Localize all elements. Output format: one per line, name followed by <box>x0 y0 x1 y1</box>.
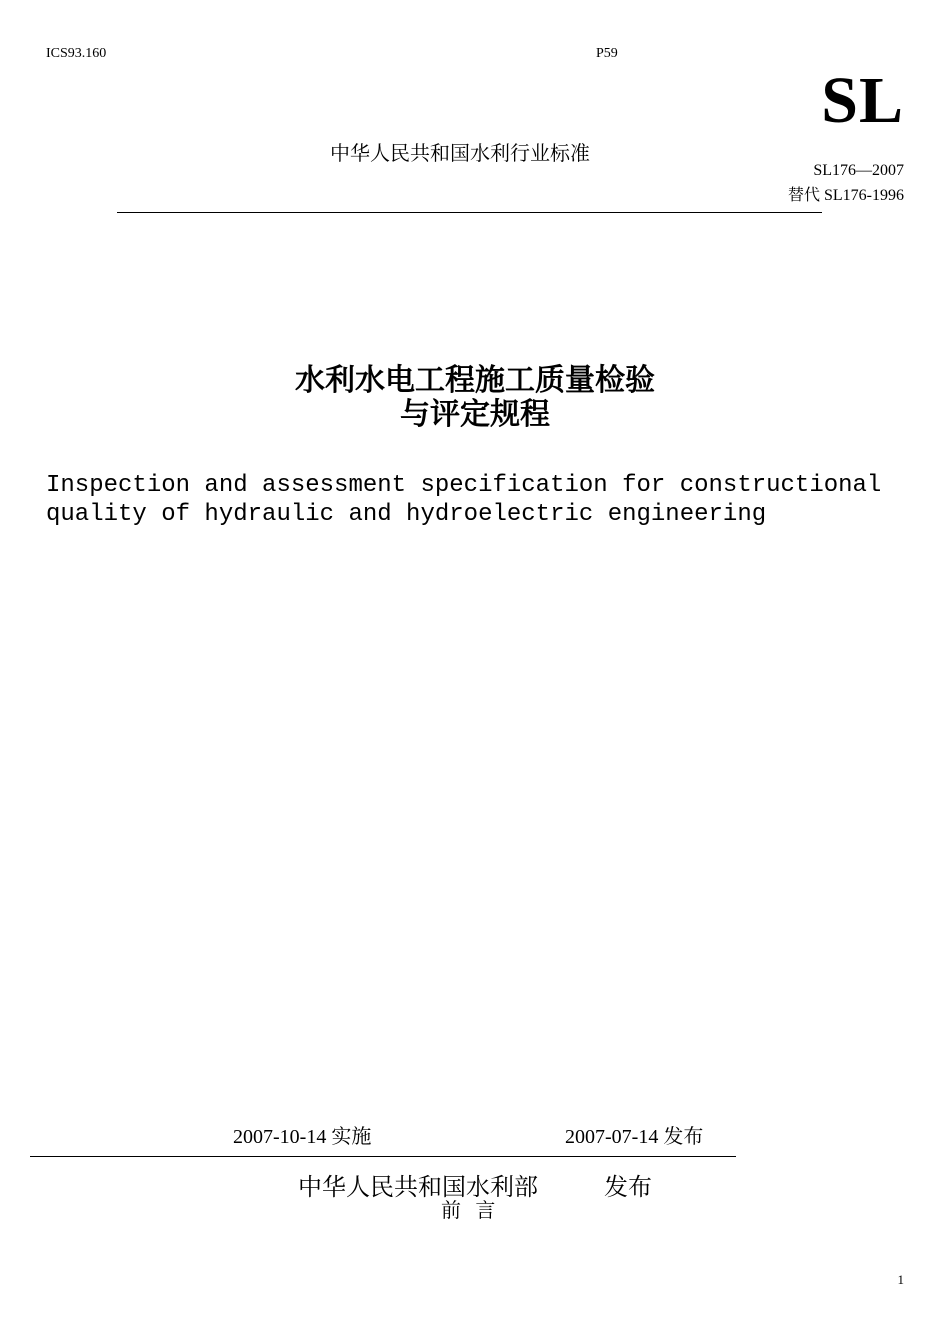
footer-divider <box>30 1156 736 1157</box>
standard-organization: 中华人民共和国水利行业标准 <box>330 141 590 165</box>
issuing-ministry: 中华人民共和国水利部 <box>298 1173 538 1201</box>
implementation-date: 2007-10-14 实施 <box>233 1126 372 1148</box>
title-chinese-line-2: 与评定规程 <box>400 397 550 432</box>
standard-number: SL176—2007 <box>813 162 904 179</box>
header-divider <box>117 212 822 213</box>
standard-mark: SL <box>821 64 904 137</box>
page-number: 1 <box>897 1272 904 1287</box>
title-english-line-2: quality of hydraulic and hydroelectric engineering <box>46 501 767 528</box>
preface-heading: 前 言 <box>441 1198 496 1222</box>
classification-code: P59 <box>596 46 618 61</box>
title-english-line-1: Inspection and assessment specification for constructional <box>46 472 882 499</box>
title-chinese-line-1: 水利水电工程施工质量检验 <box>295 363 655 398</box>
replaces-standard: 替代 SL176-1996 <box>787 187 904 204</box>
issue-label: 发布 <box>604 1173 652 1201</box>
ics-code: ICS93.160 <box>46 46 107 61</box>
publication-date: 2007-07-14 发布 <box>565 1126 704 1148</box>
